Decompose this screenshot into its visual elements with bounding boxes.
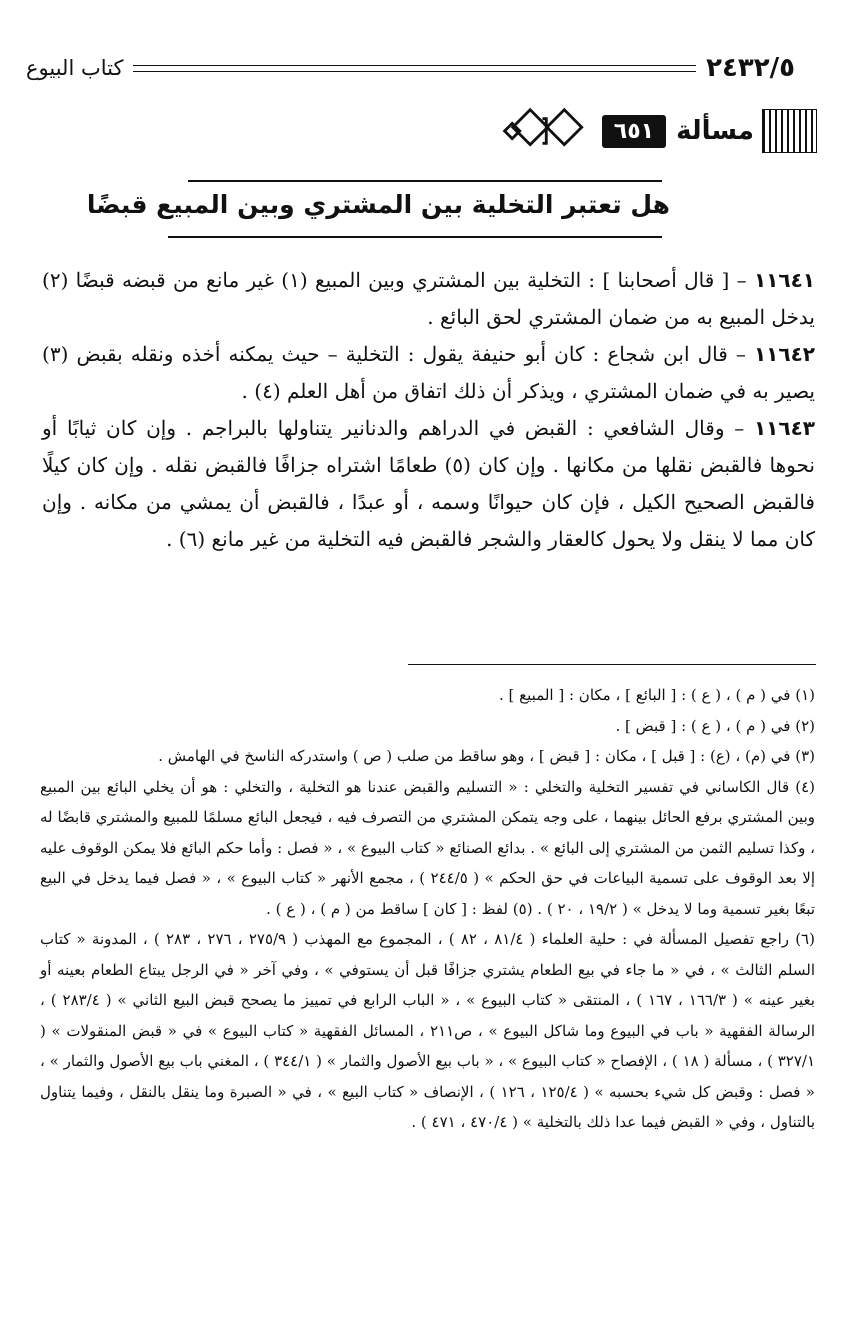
footnote-2: (٢) في ( م ) ، ( ع ) : [ قبض ] . xyxy=(615,716,815,735)
footnote-3: (٣) في (م) ، (ع) : [ قبل ] ، مكان : [ قبض ] ، وهو ساقط من صلب ( ص ) واستدركه الناسخ في الهامش . xyxy=(158,747,815,765)
paragraph-number: ١١٦٤٣ xyxy=(753,416,815,440)
paragraph-11641 xyxy=(42,262,815,336)
footnote-separator xyxy=(408,664,816,665)
footnote-1: (١) في ( م ) ، ( ع ) : [ البائع ] ، مكان : [ المبيع ] . xyxy=(499,686,815,704)
paragraph-11642 xyxy=(42,336,815,410)
footnote-4-5: (٤) قال الكاساني في تفسير التخلية والتخلي : « التسليم والقبض عندنا هو التخلية ، والتخلي : هو أن يخلي البائع بين المبيع وبين المشتري برفع الحائل بينهما ، على وجه يتمكن المشتري من التصرف فيه ، فيجعل البائع مسلمًا للمبيع والمشتري قابضًا له ، وكذا تسليم الثمن من المشتري إلى البائع » . بدائع الصنائع « كتاب البيوع » ، « فصل : وأما حكم البائع فلا يمكن الوقوف عليه إلا بعد الوقوف على تسمية البياعات في حق الحكم » ( ٢٤٤/٥ ) ، مجمع الأنهر « كتاب البيوع » ، « فصل فيما يدخل في البيع تبعًا بغير تسمية وما لا يدخل » ( ١٩/٢ ، ٢٠ ) . (٥) لفظ : [ كان ] ساقط من ( م ) ، ( ع ) . xyxy=(40,777,815,918)
question-title: هل تعتبر التخلية بين المشتري وبين المبيع قبضًا xyxy=(86,190,670,219)
running-header xyxy=(26,50,795,86)
header-rule xyxy=(133,65,696,72)
paragraph-text: – قال ابن شجاع : كان أبو حنيفة يقول : التخلية – حيث يمكنه أخذه ونقله بقبض (٣) يصير به في ضمان المشتري ، ويذكر أن ذلك اتفاق من أهل العلم (٤) . xyxy=(42,342,815,403)
paragraph-11643 xyxy=(42,410,815,558)
masala-label: مسألة xyxy=(676,116,754,146)
paragraph-number: ١١٦٤١ xyxy=(753,268,815,292)
paragraph-text: – [ قال أصحابنا ] : التخلية بين المشتري وبين المبيع (١) غير مانع من قبضه قبضًا (٢) يدخل المبيع به من ضمان المشتري لحق البائع . xyxy=(42,268,815,329)
banner-hatch-ornament xyxy=(762,109,817,153)
masala-number: ٦٥١ xyxy=(602,115,666,148)
title-rule-top xyxy=(188,180,662,182)
main-text xyxy=(42,262,815,558)
book-title: كتاب البيوع xyxy=(26,56,124,80)
footnote-6: (٦) راجع تفصيل المسألة في : حلية العلماء ( ٨١/٤ ، ٨٢ ) ، المجموع مع المهذب ( ٢٧٥/٩ ، ٢٧٦ ، ٢٨٣ ) ، المدونة « كتاب السلم الثالث » ، في « ما جاء في بيع الطعام يشتري جزافًا قبل أن يستوفي » ، وفي آخر « في الرجل يبتاع الطعام بعينه أو بغير عينه » ( ١٦٦/٣ ، ١٦٧ ) ، المنتقى « كتاب البيوع » ، « الباب الرابع في تمييز ما يصحح قبض البيع الثاني » ( ٢٨٣/٤ ) ، الرسالة الفقهية « باب في البيوع وما شاكل البيوع » ، ص٢١١ ، المسائل الفقهية « كتاب البيوع » في « قبض المنقولات » ( ٣٢٧/١ ) ، مسألة ( ١٨ ) ، الإفصاح « كتاب البيوع » ، « باب بيع الأصول والثمار » ( ٣٤٤/١ ) ، المغني باب بيع الأصول والثمار » ، « فصل : وقبض كل شيء بحسبه » ( ١٢٥/٤ ، ١٢٦ ) ، الإنصاف « كتاب البيع » ، في « الصبرة وما ينقل بالنقل ، وفيما يتناول بالتناول ، وفي « القبض فيما عدا ذلك بالتخلية » ( ٤٧٠/٤ ، ٤٧١ ) . xyxy=(40,930,816,1131)
page-number: ٢٤٣٢/٥ xyxy=(706,53,795,83)
paragraph-number: ١١٦٤٢ xyxy=(753,342,815,366)
footnotes xyxy=(40,680,815,1138)
paragraph-text: – وقال الشافعي : القبض في الدراهم والدنانير يتناولها بالبراجم . وإن كان ثيابًا أو نحوها فالقبض نقلها من مكانها . وإن كان (٥) طعامًا اشتراه جزافًا فالقبض نقله . وإن كان كيلًا فالقبض الصحيح الكيل ، فإن كان حيوانًا وسمه ، أو عبدًا ، فالقبض أن يمشي من مكانه . وإن كان مما لا ينقل ولا يحول كالعقار والشجر فالقبض فيه التخلية من غير مانع (٦) . xyxy=(42,416,815,551)
knot-ornament-icon xyxy=(497,106,592,156)
title-rule-bottom xyxy=(168,236,662,238)
masala-banner xyxy=(497,104,817,158)
